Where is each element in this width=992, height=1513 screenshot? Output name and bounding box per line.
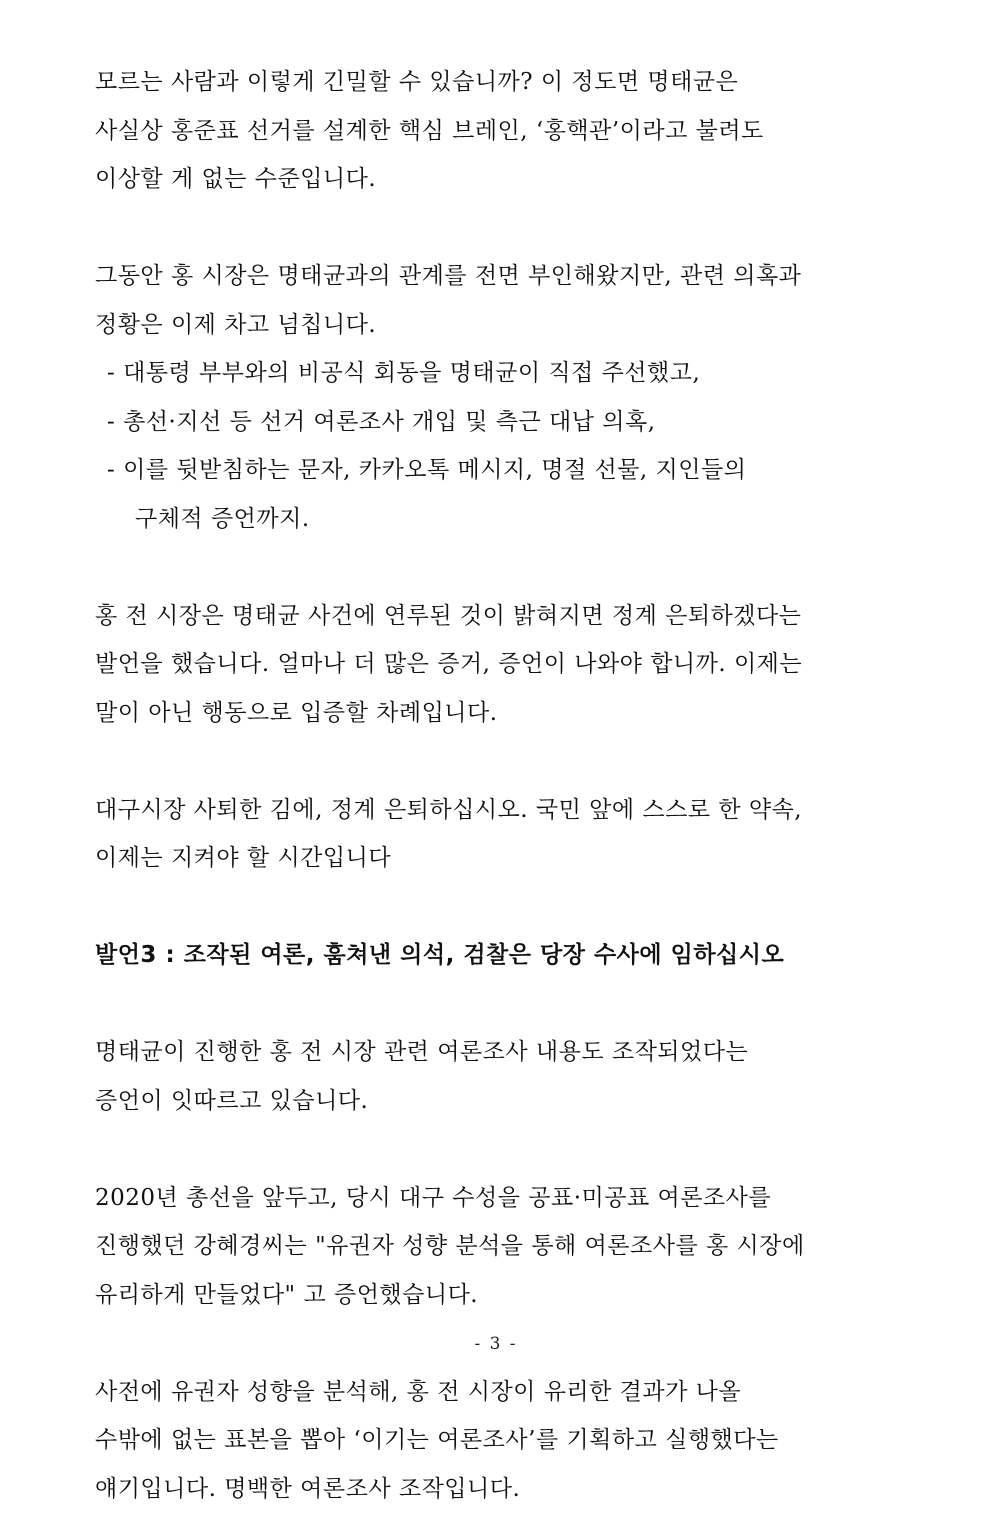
bullet-item: - 총선·지선 등 선거 여론조사 개입 및 측근 대납 의혹, bbox=[95, 398, 905, 447]
text-line: 2020년 총선을 앞두고, 당시 대구 수성을 공표·미공표 여론조사를 bbox=[95, 1174, 905, 1223]
paragraph-spacer bbox=[95, 1125, 905, 1174]
paragraph-7 bbox=[95, 1174, 905, 1320]
paragraph-spacer bbox=[95, 737, 905, 786]
section-heading: 발언3 : 조작된 여론, 훔쳐낸 의석, 검찰은 당장 수사에 임하십시오 bbox=[95, 931, 905, 980]
paragraph-1 bbox=[95, 58, 905, 204]
paragraph-6 bbox=[95, 1028, 905, 1125]
text-line: 수밖에 없는 표본을 뽑아 ‘이기는 여론조사’를 기획하고 실행했다는 bbox=[95, 1416, 905, 1465]
text-line: 얘기입니다. 명백한 여론조사 조작입니다. bbox=[95, 1465, 905, 1513]
text-line: 홍 전 시장은 명태균 사건에 연루된 것이 밝혀지면 정계 은퇴하겠다는 bbox=[95, 592, 905, 641]
paragraph-spacer bbox=[95, 543, 905, 592]
text-line: 명태균이 진행한 홍 전 시장 관련 여론조사 내용도 조작되었다는 bbox=[95, 1028, 905, 1077]
text-line: 사실상 홍준표 선거를 설계한 핵심 브레인, ‘홍핵관’이라고 불려도 bbox=[95, 107, 905, 156]
text-line: 발언을 했습니다. 얼마나 더 많은 증거, 증언이 나와야 합니까. 이제는 bbox=[95, 640, 905, 689]
document-body bbox=[95, 58, 905, 1513]
page-number: - 3 - bbox=[0, 1334, 992, 1354]
paragraph-2 bbox=[95, 252, 905, 543]
text-line: 말이 아닌 행동으로 입증할 차례입니다. bbox=[95, 689, 905, 738]
text-line: 사전에 유권자 성향을 분석해, 홍 전 시장이 유리한 결과가 나올 bbox=[95, 1368, 905, 1417]
text-line: 이상할 게 없는 수준입니다. bbox=[95, 155, 905, 204]
bullet-item: - 이를 뒷받침하는 문자, 카카오톡 메시지, 명절 선물, 지인들의 bbox=[95, 446, 905, 495]
paragraph-spacer bbox=[95, 204, 905, 253]
text-line: 진행했던 강혜경씨는 "유권자 성향 분석을 통해 여론조사를 홍 시장에 bbox=[95, 1222, 905, 1271]
text-line: 이제는 지켜야 할 시간입니다 bbox=[95, 834, 905, 883]
paragraph-spacer bbox=[95, 980, 905, 1029]
bullet-list bbox=[95, 349, 905, 543]
paragraph-spacer bbox=[95, 883, 905, 932]
text-line: 유리하게 만들었다" 고 증언했습니다. bbox=[95, 1271, 905, 1320]
text-line: 정황은 이제 차고 넘칩니다. bbox=[95, 301, 905, 350]
text-line: 모르는 사람과 이렇게 긴밀할 수 있습니까? 이 정도면 명태균은 bbox=[95, 58, 905, 107]
paragraph-4 bbox=[95, 786, 905, 883]
bullet-item: - 대통령 부부와의 비공식 회동을 명태균이 직접 주선했고, bbox=[95, 349, 905, 398]
bullet-continuation: 구체적 증언까지. bbox=[95, 495, 905, 544]
paragraph-3 bbox=[95, 592, 905, 738]
text-line: 대구시장 사퇴한 김에, 정계 은퇴하십시오. 국민 앞에 스스로 한 약속, bbox=[95, 786, 905, 835]
text-line: 증언이 잇따르고 있습니다. bbox=[95, 1077, 905, 1126]
text-line: 그동안 홍 시장은 명태균과의 관계를 전면 부인해왔지만, 관련 의혹과 bbox=[95, 252, 905, 301]
paragraph-8 bbox=[95, 1368, 905, 1513]
